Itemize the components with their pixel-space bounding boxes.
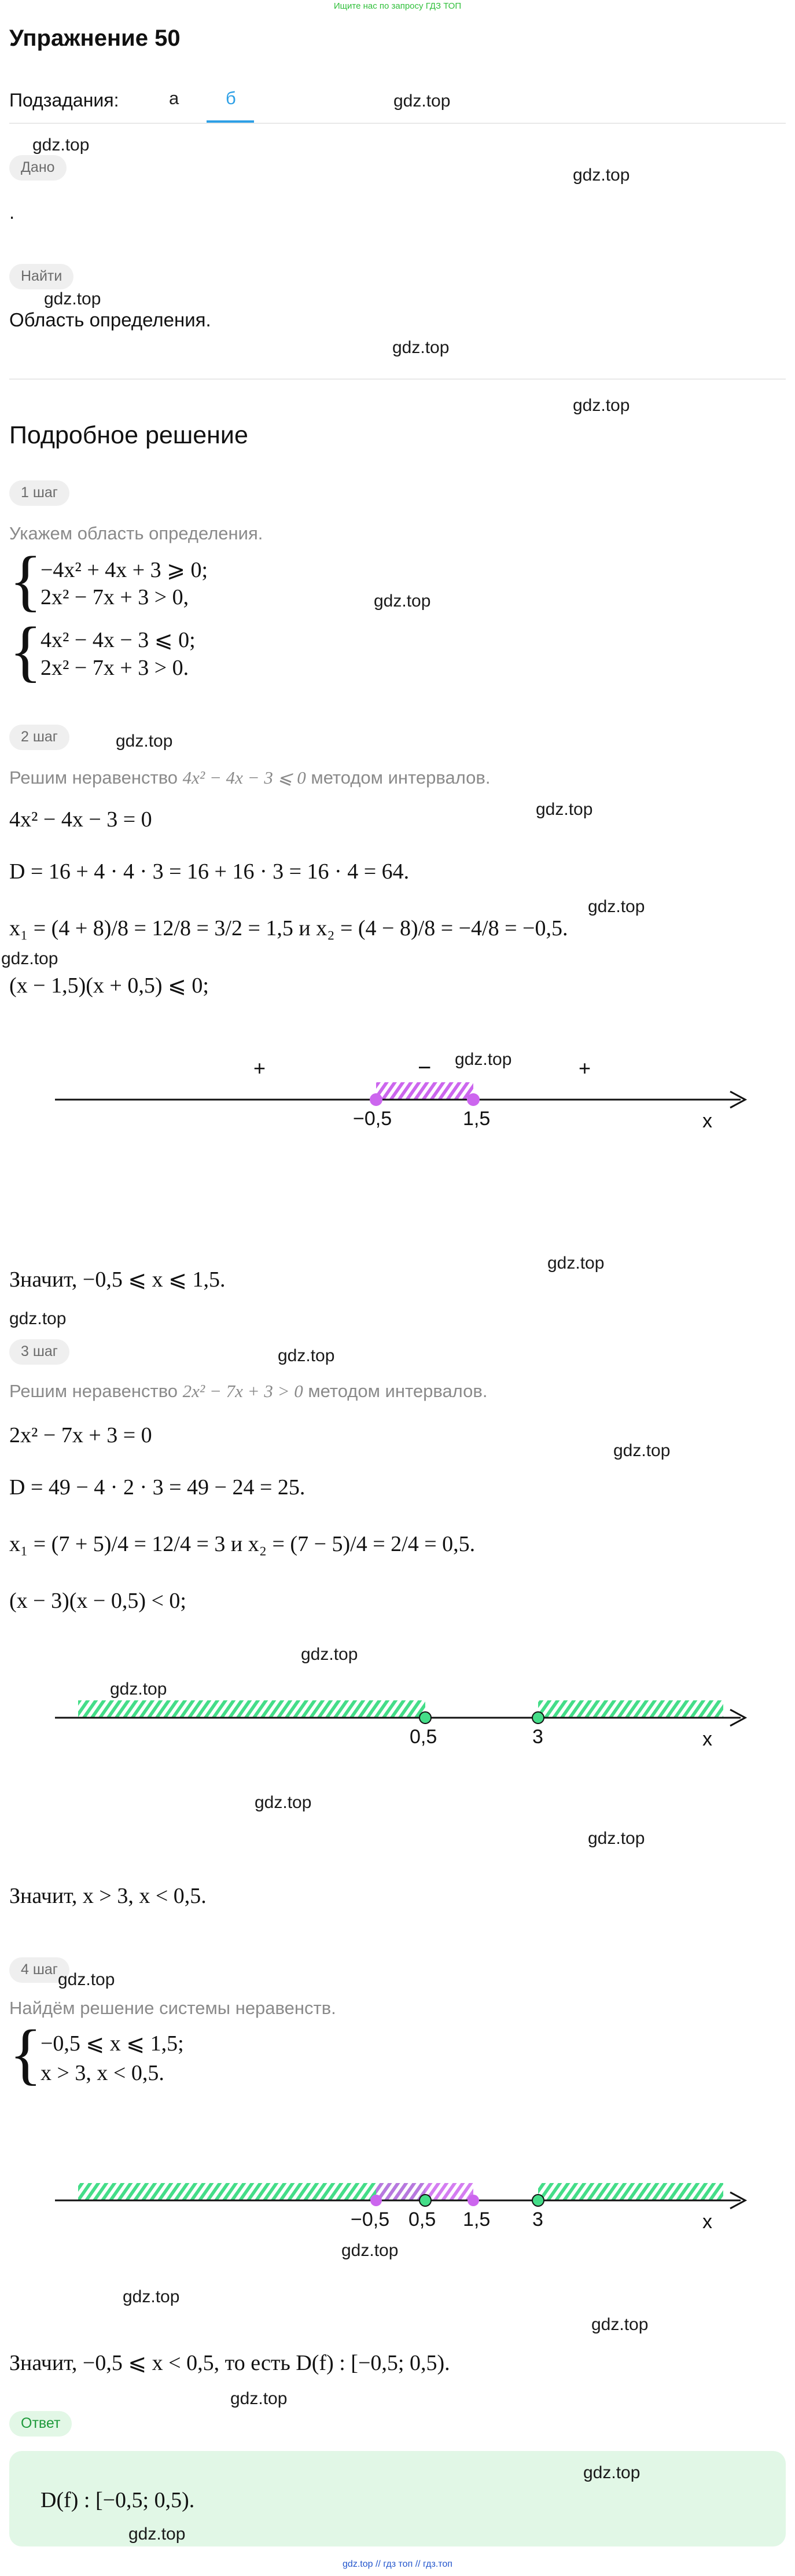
axis-x-label: x — [702, 1110, 712, 1132]
watermark: gdz.top — [573, 396, 630, 415]
watermark: gdz.top — [588, 1829, 645, 1848]
watermark: gdz.top — [44, 289, 101, 308]
axis-x-label: x — [702, 1728, 712, 1750]
watermark: gdz.top — [58, 1970, 115, 1989]
watermark: gdz.top — [110, 1680, 167, 1699]
watermark: gdz.top — [278, 1346, 335, 1365]
step3-chip: 3 шаг — [9, 1339, 69, 1365]
system2-line1: 4x² − 4x − 3 ⩽ 0; — [41, 628, 196, 652]
watermark: gdz.top — [32, 135, 90, 155]
sign-plus: + — [579, 1056, 591, 1080]
label-3: 3 — [532, 1726, 543, 1748]
answer-text: D(f) : [−0,5; 0,5). — [41, 2488, 195, 2512]
label-minus-0-5: −0,5 — [353, 1108, 392, 1130]
sign-plus: + — [253, 1056, 266, 1080]
watermark: gdz.top — [613, 1441, 671, 1460]
label-1-5: 1,5 — [463, 2208, 491, 2230]
watermark: gdz.top — [573, 166, 630, 185]
hatched-interval — [538, 1700, 723, 1718]
label-3: 3 — [532, 2208, 543, 2230]
step3-equation: 2x² − 7x + 3 = 0 — [9, 1423, 152, 1447]
label-1-5: 1,5 — [463, 1108, 491, 1130]
watermark: gdz.top — [1, 949, 58, 968]
step2-equation: 4x² − 4x − 3 = 0 — [9, 807, 152, 832]
footer-links[interactable]: gdz.top // гдз топ // гдз.топ — [343, 2559, 452, 2569]
watermark: gdz.top — [547, 1254, 605, 1273]
label-minus-0-5: −0,5 — [351, 2208, 390, 2230]
step2-discriminant: D = 16 + 4 · 4 · 3 = 16 + 16 · 3 = 16 · 4 = 64. — [9, 859, 410, 884]
watermark: gdz.top — [393, 91, 451, 111]
step2-chip: 2 шаг — [9, 725, 69, 750]
system1-line1: −4x² + 4x + 3 ⩾ 0; — [41, 558, 208, 582]
step4-chip: 4 шаг — [9, 1957, 69, 1983]
step2-factored: (x − 1,5)(x + 0,5) ⩽ 0; — [9, 973, 209, 998]
system2-line2: 2x² − 7x + 3 > 0. — [41, 656, 189, 680]
watermark: gdz.top — [455, 1050, 512, 1069]
watermark: gdz.top — [128, 2524, 186, 2544]
point-minus-0-5 — [370, 1093, 382, 1106]
tab-a[interactable]: а — [169, 88, 179, 108]
step2-roots: x₁ = (4 + 8)/8 = 12/8 = 3/2 = 1,5 и x₂ = (4 − 8)/8 = −4/8 = −0,5. — [9, 916, 568, 940]
step3-conclusion: Значит, x > 3, x < 0,5. — [9, 1884, 207, 1908]
step2-conclusion: Значит, −0,5 ⩽ x ⩽ 1,5. — [9, 1267, 226, 1292]
step3-roots: x₁ = (7 + 5)/4 = 12/4 = 3 и x₂ = (7 − 5)/4 = 2/4 = 0,5. — [9, 1532, 476, 1556]
watermark: gdz.top — [123, 2287, 180, 2306]
solution-title: Подробное решение — [9, 421, 248, 449]
step3-text: Решим неравенство 2x² − 7x + 3 > 0 методом интервалов. — [9, 1381, 488, 1401]
watermark: gdz.top — [591, 2315, 649, 2334]
hatched-interval — [538, 2183, 723, 2200]
hatched-interval — [78, 1700, 425, 1718]
watermark: gdz.top — [583, 2463, 641, 2482]
watermark: gdz.top — [536, 800, 593, 819]
watermark: gdz.top — [230, 2389, 288, 2408]
find-text: Область определения. — [9, 309, 211, 330]
point-3 — [532, 1712, 544, 1724]
system-brace: { — [9, 2016, 42, 2092]
point-minus-0-5 — [370, 2195, 382, 2206]
hatched-interval — [376, 1082, 473, 1100]
label-0-5: 0,5 — [410, 1726, 437, 1748]
axis-x-label: x — [702, 2211, 712, 2233]
page-title: Упражнение 50 — [9, 25, 181, 51]
divider — [9, 379, 786, 380]
point-0-5 — [419, 1712, 431, 1724]
point-1-5 — [467, 1093, 480, 1106]
label-0-5: 0,5 — [408, 2208, 436, 2230]
answer-chip: Ответ — [9, 2411, 72, 2437]
step1-text: Укажем область определения. — [9, 523, 263, 543]
watermark: gdz.top — [301, 1645, 358, 1664]
system-brace: { — [9, 613, 42, 689]
number-line-3 — [0, 2159, 795, 2251]
divider — [9, 123, 786, 124]
watermark: gdz.top — [9, 1309, 67, 1328]
point-0-5 — [419, 2195, 431, 2206]
number-line-1 — [0, 1042, 795, 1157]
watermark: gdz.top — [116, 732, 173, 751]
step4-conclusion: Значит, −0,5 ⩽ x < 0,5, то есть D(f) : [−0,5; 0,5). — [9, 2351, 450, 2375]
find-chip: Найти — [9, 264, 73, 289]
sign-minus: − — [418, 1055, 432, 1081]
watermark: gdz.top — [374, 591, 431, 611]
system-brace: { — [9, 542, 42, 618]
top-banner[interactable]: Ищите нас по запросу ГДЗ ТОП — [333, 1, 462, 11]
point-3 — [532, 2195, 544, 2206]
step3-discriminant: D = 49 − 4 · 2 · 3 = 49 − 24 = 25. — [9, 1475, 306, 1500]
tab-b[interactable]: б — [226, 88, 236, 108]
point-1-5 — [468, 2195, 479, 2206]
watermark: gdz.top — [341, 2241, 399, 2260]
step4-text: Найдём решение системы неравенств. — [9, 1998, 336, 2018]
given-text: . — [9, 201, 15, 223]
step2-text: Решим неравенство 4x² − 4x − 3 ⩽ 0 методом интервалов. — [9, 767, 491, 788]
system1-line2: 2x² − 7x + 3 > 0, — [41, 585, 189, 609]
watermark: gdz.top — [255, 1793, 312, 1812]
step1-chip: 1 шаг — [9, 480, 69, 506]
given-chip: Дано — [9, 155, 67, 181]
watermark: gdz.top — [588, 897, 645, 916]
subtasks-label: Подзадания: — [9, 90, 119, 111]
step3-factored: (x − 3)(x − 0,5) < 0; — [9, 1589, 186, 1613]
system4-line2: x > 3, x < 0,5. — [41, 2061, 164, 2085]
system4-line1: −0,5 ⩽ x ⩽ 1,5; — [41, 2031, 184, 2056]
watermark: gdz.top — [392, 338, 450, 357]
